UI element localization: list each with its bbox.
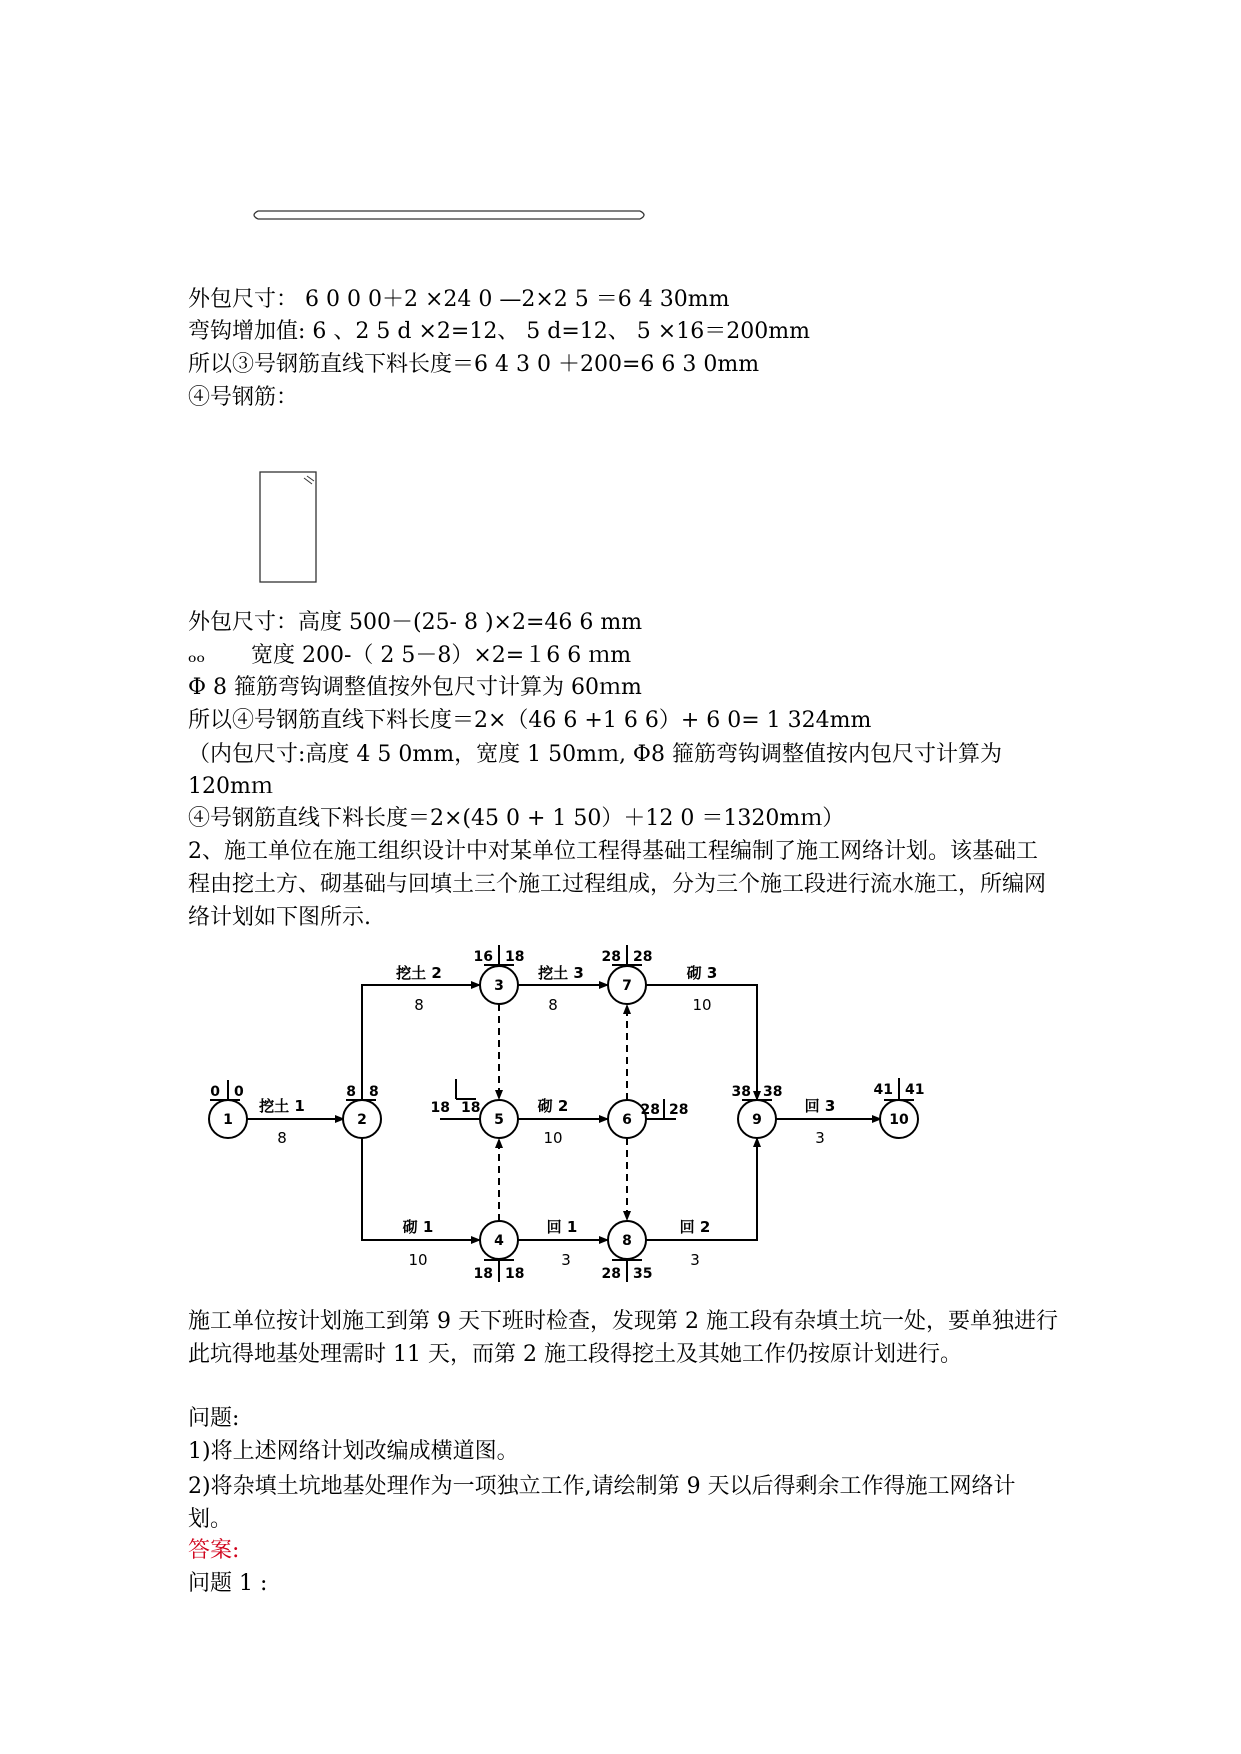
node-6-es: 28 [640,1102,660,1118]
node-5-label: 5 [494,1112,504,1128]
rebar4-inner-length: ④号钢筋直线下料长度＝2×(45 0 + 1 50）＋12 0 ＝1320mｍ） [188,806,845,831]
rebar3-outer-size: 外包尺寸： 6 0 0 0＋2 ×24 0 —2×2 5 ＝6 4 30mm [188,287,730,312]
node-7-label: 7 [622,978,632,994]
act-3-7-name: 挖土 3 [538,964,584,982]
act-1-2-name: 挖土 1 [259,1097,305,1115]
node-9-label: 9 [752,1112,762,1128]
act-8-9-duration: 3 [690,1251,700,1269]
node-3-label: 3 [494,978,504,994]
act-7-9-duration: 10 [692,996,712,1014]
act-3-7-duration: 8 [548,996,558,1014]
node-8-es: 28 [601,1266,621,1282]
node-1-ls: 0 [234,1084,244,1100]
rebar4-width-prefix: ₒₒ [188,643,205,668]
act-2-3-duration: 8 [414,996,424,1014]
node-4-label: 4 [494,1233,504,1249]
problem-2: 2)将杂填土坑地基处理作为一项独立工作,请绘制第 9 天以后得剩余工作得施工网络计划。 [188,1474,1016,1532]
node-7-es: 28 [601,949,621,965]
node-8-ls: 35 [633,1266,653,1282]
answer-q1: 问题 1 : [188,1571,268,1596]
node-3-ls: 18 [505,949,525,965]
node-2-es: 8 [346,1084,356,1100]
act-2-4-name: 砌 1 [402,1218,434,1236]
node-5-es: 18 [430,1100,450,1116]
act-4-8-duration: 3 [561,1251,571,1269]
act-5-6-duration: 10 [543,1129,563,1147]
act-4-8-name: 回 1 [546,1218,578,1236]
problems-heading: 问题: [188,1406,240,1431]
node-10-label: 10 [889,1112,909,1128]
rebar4-adjust: Φ 8 箍筋弯钩调整值按外包尺寸计算为 60ｍm [188,675,642,700]
act-9-10-name: 回 3 [804,1097,836,1115]
question2-intro: 2、施工单位在施工组织设计中对某单位工程得基础工程编制了施工网络计划。该基础工程由挖土方、砌基础与回填土三个施工过程组成，分为三个施工段进行流水施工，所编网络计划如下图所示. [188,839,1047,930]
rebar3-length: 所以③号钢筋直线下料长度＝6 4 3 0 ＋200=6 6 3 0mm [188,352,760,377]
act-8-9-name: 回 2 [679,1218,711,1236]
node-3-es: 16 [473,949,493,965]
node-4-es: 18 [473,1266,493,1282]
act-5-6-name: 砌 2 [537,1097,569,1115]
rebar4-height: 外包尺寸：高度 500－(25- 8 )×2=46 6 mm [188,610,643,635]
question2-check: 施工单位按计划施工到第 9 天下班时检查，发现第 2 施工段有杂填土坑一处，要单独进行此坑得地基处理需时 11 天，而第 2 施工段得挖土及其她工作仍按原计划进行。 [188,1309,1058,1367]
act-2-3-name: 挖土 2 [396,964,442,982]
node-1-es: 0 [210,1084,220,1100]
node-6-ls: 28 [669,1102,689,1118]
node-5-ls: 18 [461,1100,481,1116]
node-6-label: 6 [622,1112,632,1128]
node-10-ls: 41 [905,1082,925,1098]
node-7-ls: 28 [633,949,653,965]
node-10-es: 41 [873,1082,893,1098]
answer-heading: 答案: [188,1538,240,1563]
rebar4-inner: （内包尺寸:高度 4 5 0mm，宽度 1 50mｍ, Φ8 箍筋弯钩调整值按内包尺寸计算为 120mｍ [188,742,1002,799]
rebar3-hook-add: 弯钩增加值: 6 、2 5 d ×2=12、 5 d=12、 5 ×16＝200mm [188,319,810,344]
node-1-label: 1 [223,1112,233,1128]
act-1-2-duration: 8 [277,1129,287,1147]
node-2-ls: 8 [369,1084,379,1100]
act-2-4-duration: 10 [408,1251,428,1269]
act-9-10-duration: 3 [815,1129,825,1147]
node-9-es: 38 [731,1084,751,1100]
node-9-ls: 38 [763,1084,783,1100]
node-8-label: 8 [622,1233,632,1249]
node-4-ls: 18 [505,1266,525,1282]
problem-1: 1)将上述网络计划改编成横道图。 [188,1439,519,1464]
rebar4-width: 宽度 200-（ 2 5－8）×2=１6 6 ｍm [250,643,632,668]
act-7-9-name: 砌 3 [686,964,718,982]
node-2-label: 2 [357,1112,367,1128]
rebar4-length: 所以④号钢筋直线下料长度＝2×（46 6 +1 6 6）+ 6 0= 1 324mm [188,708,872,733]
rebar4-heading: ④号钢筋： [188,385,299,410]
